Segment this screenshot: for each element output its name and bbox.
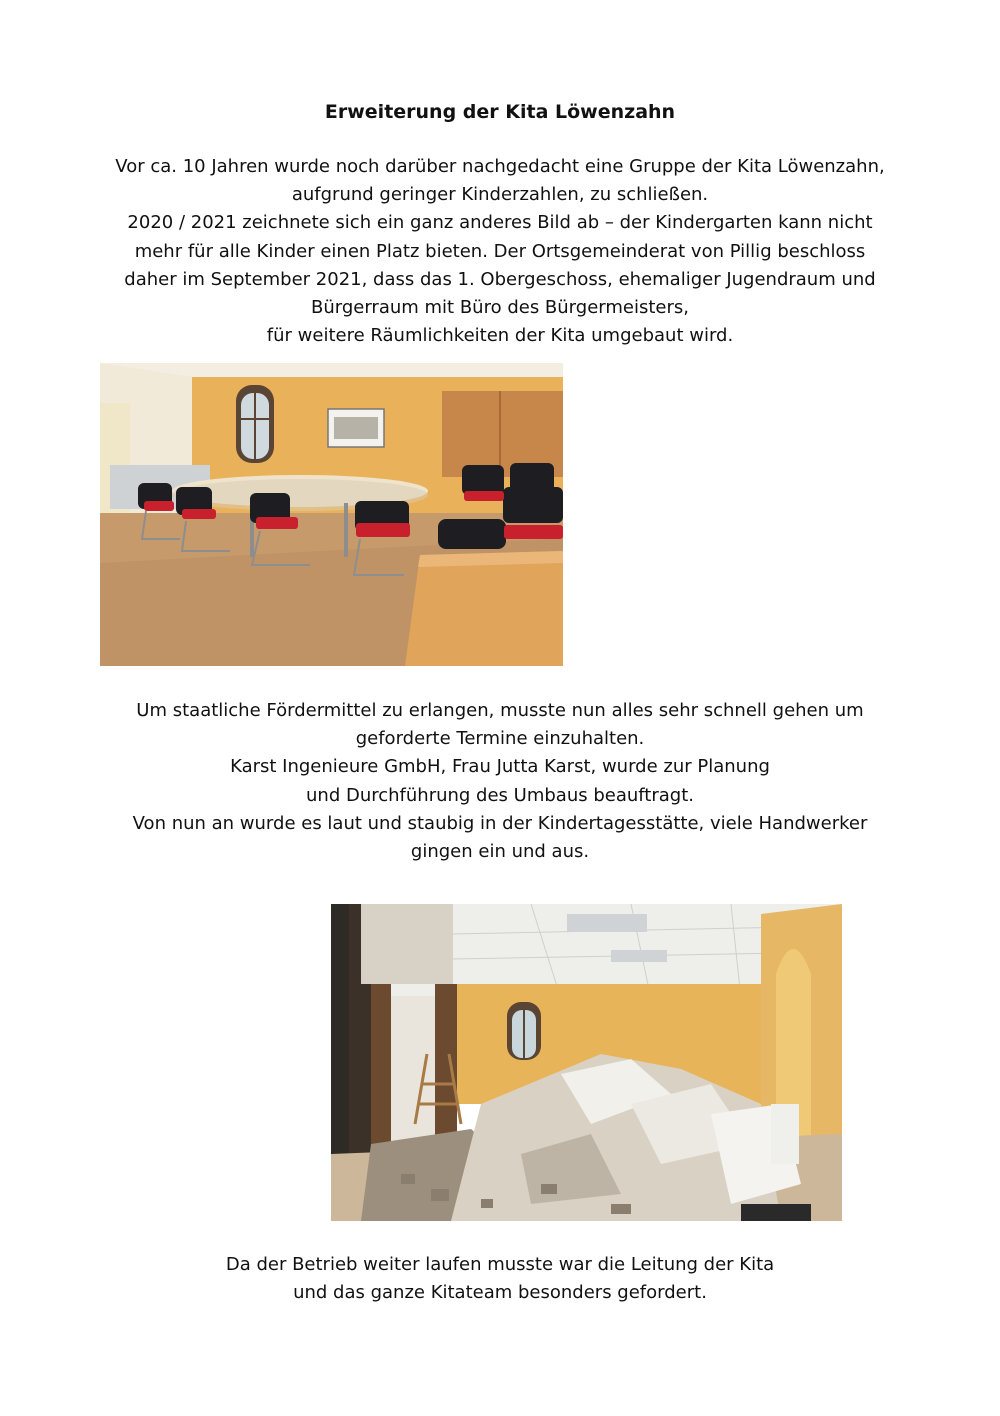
text-line: aufgrund geringer Kinderzahlen, zu schließen. (291, 184, 709, 206)
text-line: und das ganze Kitateam besonders gefordert. (293, 1282, 707, 1304)
text-line: mehr für alle Kinder einen Platz bieten. Der Ortsgemeinderat von Pillig beschloss (134, 240, 866, 262)
text-line: 2020 / 2021 zeichnete sich ein ganz anderes Bild ab – der Kindergarten kann nicht (127, 212, 873, 234)
document-title: Erweiterung der Kita Löwenzahn (324, 101, 676, 123)
text-line: Da der Betrieb weiter laufen musste war die Leitung der Kita (225, 1254, 775, 1275)
text-line: und Durchführung des Umbaus beauftragt. (306, 784, 694, 806)
text-line: Karst Ingenieure GmbH, Frau Jutta Karst, wurde zur Planung (230, 756, 770, 778)
closing-paragraph (60, 1251, 940, 1307)
meeting-room-photo (100, 363, 563, 666)
funding-paragraph (60, 697, 940, 866)
intro-paragraph (60, 153, 940, 350)
text-line: Vor ca. 10 Jahren wurde noch darüber nachgedacht eine Gruppe der Kita Löwenzahn, (115, 156, 885, 177)
text-line: für weitere Räumlichkeiten der Kita umgebaut wird. (266, 325, 734, 347)
renovation-debris-photo (331, 904, 842, 1221)
text-line: Bürgerraum mit Büro des Bürgermeisters, (311, 297, 689, 319)
text-line: daher im September 2021, dass das 1. Obergeschoss, ehemaliger Jugendraum und (124, 268, 876, 290)
text-line: gingen ein und aus. (410, 841, 590, 863)
text-line: Von nun an wurde es laut und staubig in der Kindertagesstätte, viele Handwerker (132, 812, 868, 834)
text-line: Um staatliche Fördermittel zu erlangen, musste nun alles sehr schnell gehen um (136, 700, 864, 721)
text-line: geforderte Termine einzuhalten. (355, 728, 645, 750)
